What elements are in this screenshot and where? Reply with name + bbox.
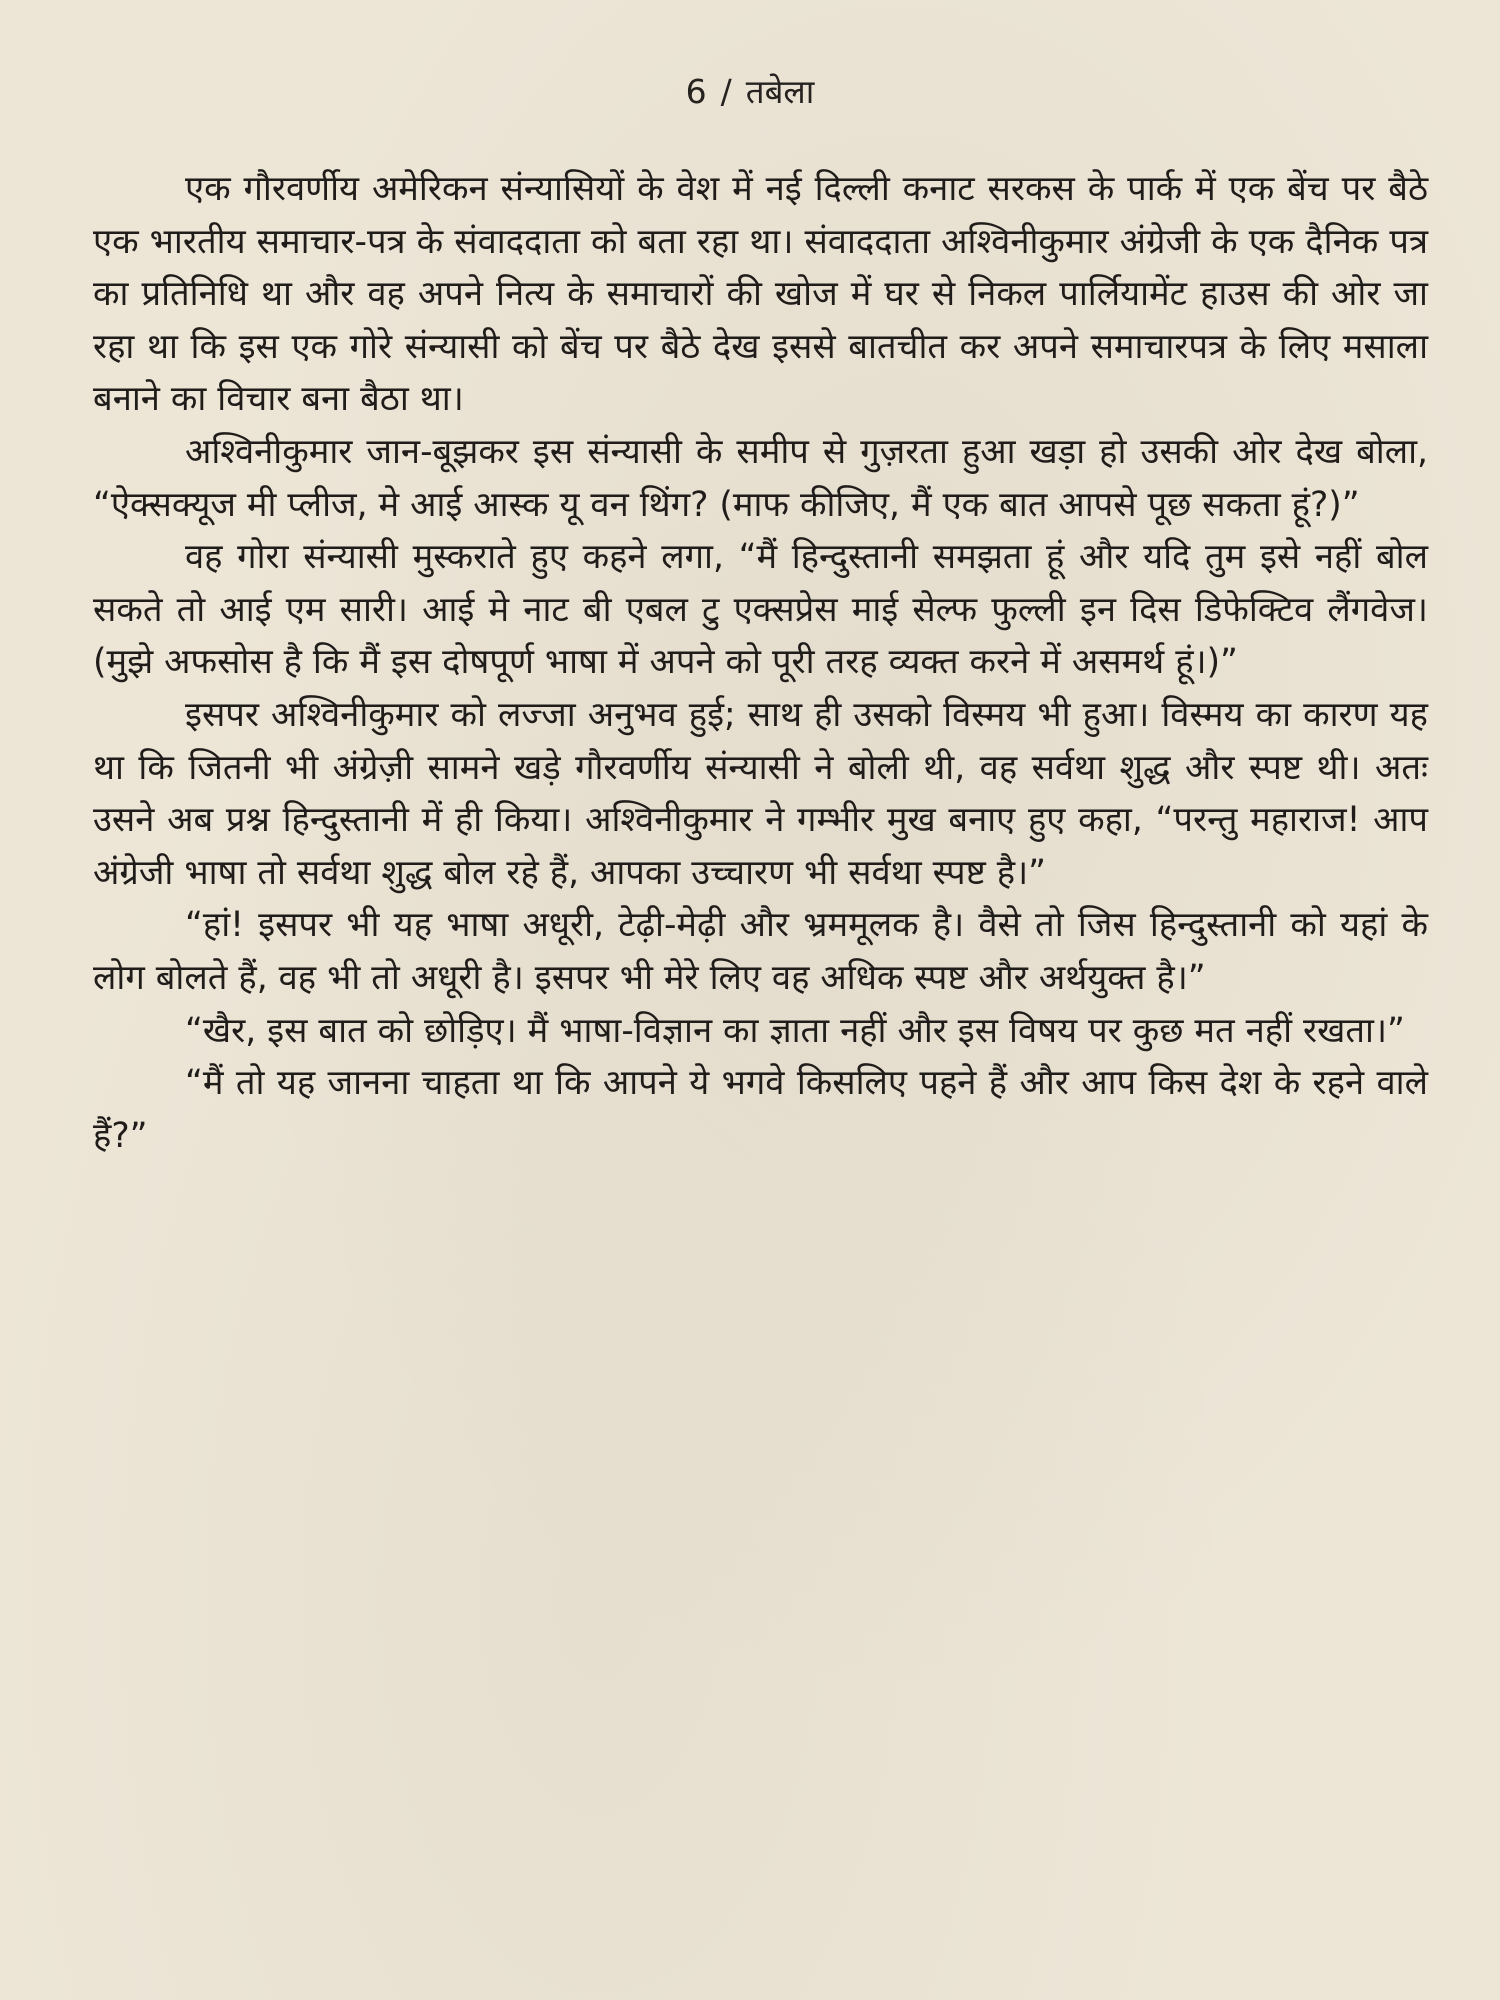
body-text (93, 163, 1428, 1162)
paragraph: “खैर, इस बात को छोड़िए। मैं भाषा-विज्ञान का ज्ञाता नहीं और इस विषय पर कुछ मत नहीं रखता।” (185, 1010, 1405, 1051)
paragraph: एक गौरवर्णीय अमेरिकन संन्यासियों के वेश में नई दिल्ली कनाट सरकस के पार्क में एक बेंच पर बैठे एक भारतीय समाचार-पत्र के संवाददाता को बता रहा था। संवाददाता अश्विनीकुमार अंग्रेजी के एक दैनिक पत्र का प्रतिनिधि था और वह अपने नित्य के समाचारों की खोज में घर से निकल पार्लियामेंट हाउस की ओर जा रहा था कि इस एक गोरे संन्यासी को बेंच पर बैठे देख इससे बातचीत कर अपने समाचारपत्र के लिए मसाला बनाने का विचार बना बैठा था। (93, 169, 1428, 420)
page-number: 6 (685, 72, 707, 111)
paragraph: अश्विनीकुमार जान-बूझकर इस संन्यासी के समीप से गुज़रता हुआ खड़ा हो उसकी ओर देख बोला, “ऐक्सक्यूज मी प्लीज, मे आई आस्क यू वन थिंग? (माफ कीजिए, मैं एक बात आपसे पूछ सकता हूं?)” (93, 431, 1428, 525)
paragraph: इसपर अश्विनीकुमार को लज्जा अनुभव हुई; साथ ही उसको विस्मय भी हुआ। विस्मय का कारण यह था कि जितनी भी अंग्रेज़ी सामने खड़े गौरवर्णीय संन्यासी ने बोली थी, वह सर्वथा शुद्ध और स्पष्ट थी। अतः उसने अब प्रश्न हिन्दुस्तानी में ही किया। अश्विनीकुमार ने गम्भीर मुख बनाए हुए कहा, “परन्तु महाराज! आप अंग्रेजी भाषा तो सर्वथा शुद्ध बोल रहे हैं, आपका उच्चारण भी सर्वथा स्पष्ट है।” (93, 694, 1428, 893)
running-head (0, 72, 1500, 112)
paragraph: “मैं तो यह जानना चाहता था कि आपने ये भगवे किसलिए पहने हैं और आप किस देश के रहने वाले हैं?” (93, 1063, 1428, 1156)
header-separator: / (720, 72, 732, 111)
paragraph: वह गोरा संन्यासी मुस्कराते हुए कहने लगा, “मैं हिन्दुस्तानी समझता हूं और यदि तुम इसे नहीं बोल सकते तो आई एम सारी। आई मे नाट बी एबल टु एक्सप्रेस माई सेल्फ फुल्ली इन दिस डिफेक्टिव लैंगवेज। (मुझे अफसोस है कि मैं इस दोषपूर्ण भाषा में अपने को पूरी तरह व्यक्त करने में असमर्थ हूं।)” (93, 537, 1428, 683)
book-title: तबेला (745, 72, 815, 111)
paragraph: “हां! इसपर भी यह भाषा अधूरी, टेढ़ी-मेढ़ी और भ्रममूलक है। वैसे तो जिस हिन्दुस्तानी को यहां के लोग बोलते हैं, वह भी तो अधूरी है। इसपर भी मेरे लिए वह अधिक स्पष्ट और अर्थयुक्त है।” (93, 905, 1428, 998)
